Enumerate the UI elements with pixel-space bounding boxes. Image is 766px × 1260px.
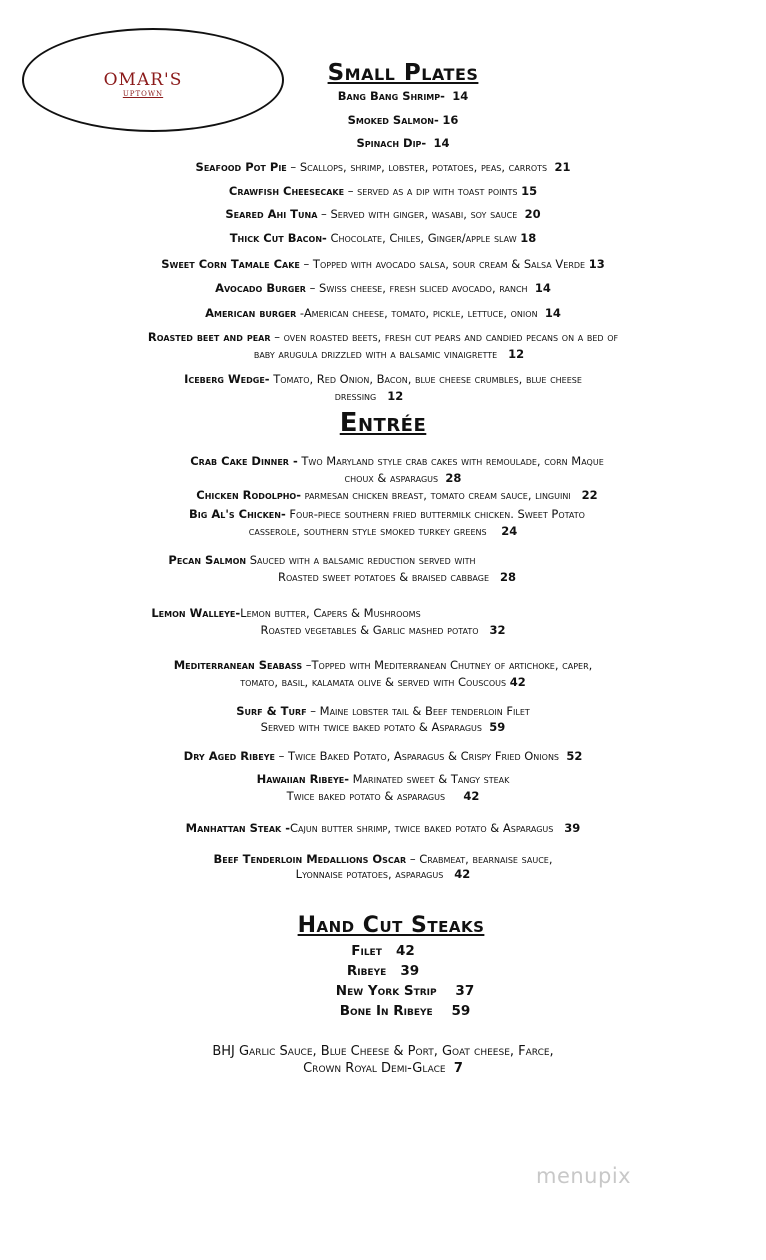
menu-item-seafood-pot-pie: Seafood Pot Pie – Scallops, shrimp, lobster, potatoes, peas, carrots 21	[195, 160, 571, 174]
menu-item-smoked-salmon: Smoked Salmon- 16	[347, 113, 459, 127]
menu-item-big-als-chicken-line2: casserole, southern style smoked turkey greens 24	[248, 524, 518, 538]
menu-item-crawfish-cheesecake: Crawfish Cheesecake – served as a dip with toast points 15	[228, 184, 538, 198]
menu-item-surf-and-turf: Surf & Turf – Maine lobster tail & Beef tenderloin Filet	[236, 704, 530, 718]
hand-cut-steaks-heading: Hand Cut Steaks	[297, 913, 485, 938]
menu-item-beef-tenderloin-oscar: Beef Tenderloin Medallions Oscar – Crabmeat, bearnaise sauce,	[213, 852, 553, 866]
sauces-line-1: BHJ Garlic Sauce, Blue Cheese & Port, Goat cheese, Farce,	[212, 1044, 554, 1059]
menu-item-thick-cut-bacon: Thick Cut Bacon- Chocolate, Chiles, Ginger/apple slaw 18	[229, 231, 537, 245]
menu-item-pecan-salmon-line2: Roasted sweet potatoes & braised cabbage 28	[277, 570, 517, 584]
menu-item-avocado-burger: Avocado Burger – Swiss cheese, fresh sliced avocado, ranch 14	[215, 281, 551, 295]
steak-item-new-york-strip: New York Strip 37	[335, 983, 475, 999]
small-plates-heading: Small Plates	[327, 60, 479, 86]
steak-item-bone-in-ribeye: Bone In Ribeye 59	[339, 1003, 471, 1019]
menu-item-american-burger: American burger -American cheese, tomato, pickle, lettuce, onion 14	[205, 306, 561, 320]
menu-item-beef-tenderloin-oscar-line2: Lyonnaise potatoes, asparagus 42	[295, 867, 471, 881]
menu-item-roasted-beet-and-pear-line2: baby arugula drizzled with a balsamic vinaigrette 12	[253, 347, 525, 361]
menu-item-lemon-walleye-line2: Roasted vegetables & Garlic mashed potato 32	[260, 623, 506, 637]
menu-item-dry-aged-ribeye: Dry Aged Ribeye – Twice Baked Potato, Asparagus & Crispy Fried Onions 52	[183, 749, 583, 763]
sauces-line-2: Crown Royal Demi-Glace 7	[303, 1061, 463, 1076]
menu-item-hawaiian-ribeye: Hawaiian Ribeye- Marinated sweet & Tangy steak	[256, 772, 510, 786]
menu-item-spinach-dip: Spinach Dip- 14	[356, 136, 450, 150]
menu-item-hawaiian-ribeye-line2: Twice baked potato & asparagus 42	[286, 789, 480, 803]
menu-item-roasted-beet-and-pear: Roasted beet and pear – oven roasted beets, fresh cut pears and candied pecans on a bed of	[147, 330, 619, 344]
steak-item-filet: Filet 42	[351, 943, 415, 959]
logo-name: OMAR'S	[103, 70, 183, 90]
menu-item-iceberg-wedge-line2: dressing 12	[334, 389, 404, 403]
menu-item-lemon-walleye: Lemon Walleye-Lemon butter, Capers & Mushrooms	[151, 606, 421, 620]
menu-item-big-als-chicken: Big Al's Chicken- Four-piece southern fried buttermilk chicken. Sweet Potato	[189, 507, 585, 521]
menu-item-bang-bang-shrimp: Bang Bang Shrimp- 14	[337, 89, 469, 103]
menu-item-sweet-corn-tamale-cake: Sweet Corn Tamale Cake – Topped with avocado salsa, sour cream & Salsa Verde 13	[161, 257, 605, 271]
menu-item-crab-cake-dinner-line2: choux & asparagus 28	[344, 471, 462, 485]
menu-item-crab-cake-dinner: Crab Cake Dinner - Two Maryland style crab cakes with remoulade, corn Maque	[190, 454, 604, 468]
watermark: menupix	[536, 1164, 632, 1188]
steak-item-ribeye: Ribeye 39	[346, 963, 420, 979]
menu-item-seared-ahi-tuna: Seared Ahi Tuna – Served with ginger, wasabi, soy sauce 20	[225, 207, 541, 221]
menu-item-chicken-rodolpho: Chicken Rodolpho- parmesan chicken breast, tomato cream sauce, linguini 22	[196, 488, 598, 502]
menu-item-mediterranean-seabass-line2: tomato, basil, kalamata olive & served with Couscous 42	[240, 675, 526, 689]
menu-item-surf-and-turf-line2: Served with twice baked potato & Asparagus 59	[260, 720, 506, 734]
menu-item-manhattan-steak: Manhattan Steak -Cajun butter shrimp, twice baked potato & Asparagus 39	[185, 821, 581, 835]
entree-heading: Entrée	[339, 408, 427, 438]
menu-item-pecan-salmon: Pecan Salmon Sauced with a balsamic reduction served with	[168, 553, 476, 567]
menu-item-mediterranean-seabass: Mediterranean Seabass –Topped with Mediterranean Chutney of artichoke, caper,	[173, 658, 593, 672]
logo-subtitle: UPTOWN	[122, 90, 164, 98]
menu-item-iceberg-wedge: Iceberg Wedge- Tomato, Red Onion, Bacon, blue cheese crumbles, blue cheese	[184, 372, 582, 386]
